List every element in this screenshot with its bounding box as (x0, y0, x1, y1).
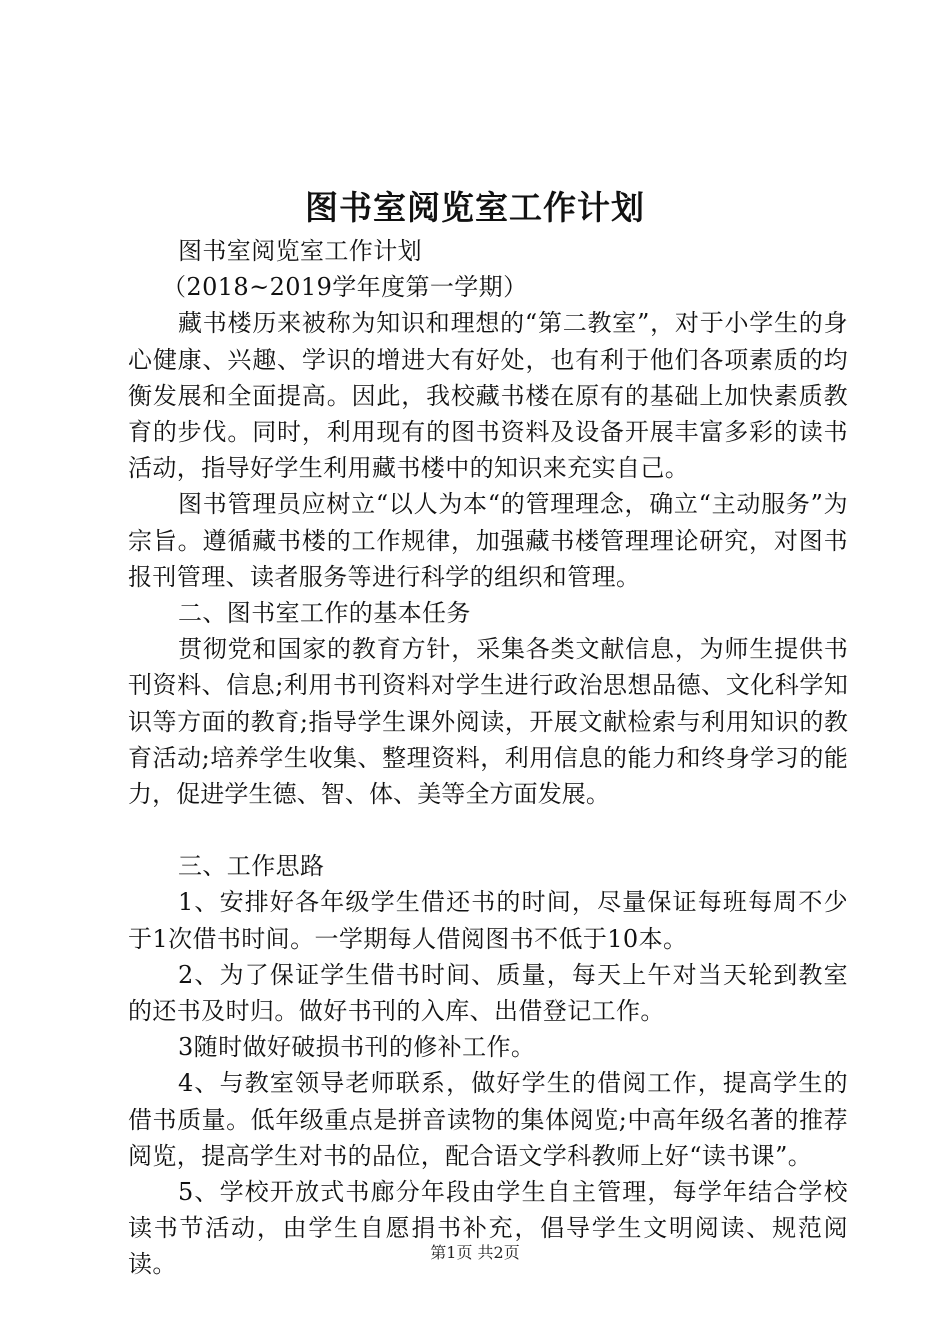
approach-item-3: 3随时做好破损书刊的修补工作。 (178, 1033, 536, 1062)
librarian-paragraph: 图书管理员应树立“以人为本“的管理理念，确立“主动服务”为宗旨。遵循藏书楼的工作规律，加强藏书楼管理理论研究，对图书报刊管理、读者服务等进行科学的组织和管理。 (128, 490, 848, 591)
approach-item-4: 4、与教室领导老师联系，做好学生的借阅工作，提高学生的借书质量。低年级重点是拼音读物的集体阅览;中高年级名著的推荐阅览，提高学生对书的品位，配合语文学科教师上好“读书课”。 (128, 1069, 848, 1170)
subtitle-line: 图书室阅览室工作计划 (178, 237, 422, 265)
term-line: （2018~2019学年度第一学期） (162, 273, 528, 302)
page-number-footer: 第1页 共2页 (430, 1243, 520, 1262)
approach-item-2: 2、为了保证学生借书时间、质量，每天上午对当天轮到教室的还书及时归。做好书刊的入库、出借登记工作。 (128, 960, 848, 1026)
tasks-paragraph: 贯彻党和国家的教育方针，采集各类文献信息，为师生提供书刊资料、信息;利用书刊资料对学生进行政治思想品德、文化科学知识等方面的教育;指导学生课外阅读，开展文献检索与利用知识的教育活动;培养学生收集、整理资料，利用信息的能力和终身学习的能力，促进学生德、智、体、美等全方面发展。 (128, 635, 848, 809)
approach-item-1: 1、安排好各年级学生借还书的时间，尽量保证每班每周不少于1次借书时间。一学期每人借阅图书不低于10本。 (128, 888, 848, 953)
document-title: 图书室阅览室工作计划 (305, 188, 645, 227)
section-heading-approach: 三、工作思路 (178, 852, 325, 881)
approach-item-5: 5、学校开放式书廊分年段由学生自主管理，每学年结合学校读书节活动，由学生自愿捐书补充，倡导学生文明阅读、规范阅读。 (128, 1178, 848, 1279)
document-body (128, 233, 848, 1283)
section-heading-tasks: 二、图书室工作的基本任务 (178, 599, 471, 628)
intro-paragraph: 藏书楼历来被称为知识和理想的“第二教室”，对于小学生的身心健康、兴趣、学识的增进大有好处，也有利于他们各项素质的均衡发展和全面提高。因此，我校藏书楼在原有的基础上加快素质教育的步伐。同时，利用现有的图书资料及设备开展丰富多彩的读书活动，指导好学生利用藏书楼中的知识来充实自己。 (128, 309, 848, 483)
paragraph-gap (128, 812, 848, 848)
